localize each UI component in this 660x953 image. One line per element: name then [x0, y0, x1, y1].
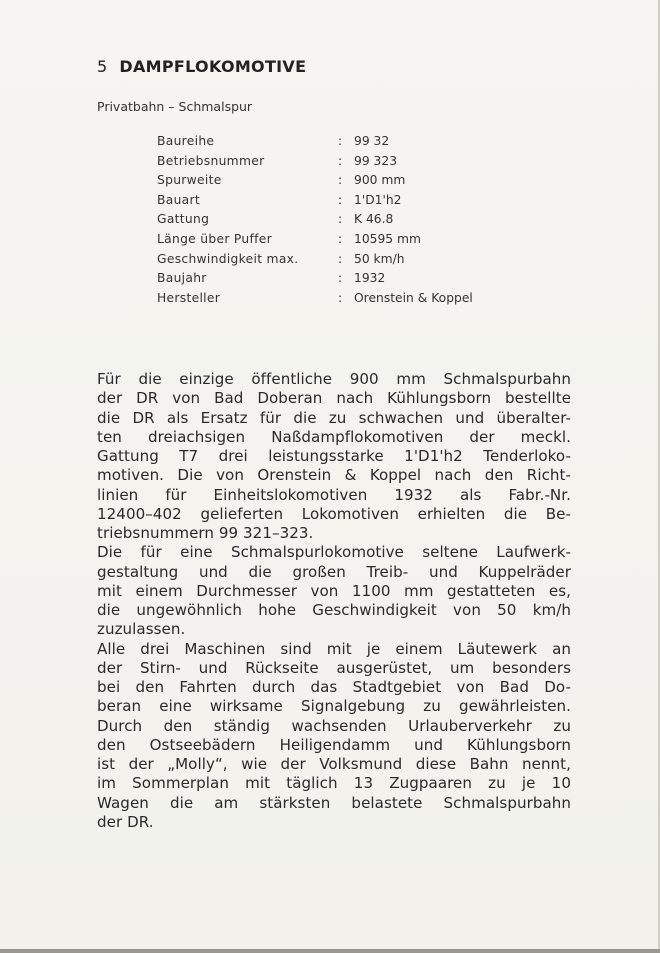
body-line: Alle drei Maschinen sind mit je einem Läutewerk an — [97, 639, 571, 658]
spec-colon: : — [338, 290, 343, 305]
body-line: die ungewöhnlich hohe Geschwindigkeit von 50 km/h — [97, 601, 571, 619]
heading-number: 5 — [97, 57, 108, 76]
spec-colon: : — [338, 251, 343, 266]
body-line: der Stirn- und Rückseite ausgerüstet, um besonders — [97, 658, 571, 677]
spec-colon: : — [338, 231, 343, 246]
body-line: ten dreiachsigen Naßdampflokomotiven der meckl. — [97, 427, 571, 446]
spec-colon: : — [338, 271, 343, 286]
page-edge-bottom — [0, 949, 660, 953]
body-line: der DR von Bad Doberan nach Kühlungsborn bestellte — [97, 389, 571, 408]
spec-colon: : — [338, 192, 343, 207]
spec-key: Baureihe — [157, 134, 215, 148]
body-line: gestaltung und die großen Treib- und Kuppelräder — [97, 562, 571, 581]
spec-value: 50 km/h — [354, 251, 405, 266]
body-line: Für die einzige öffentliche 900 mm Schmalspurbahn — [97, 370, 571, 388]
body-line: Durch den ständig wachsenden Urlauberverkehr zu — [97, 716, 571, 735]
spec-colon: : — [338, 173, 343, 188]
body-line: linien für Einheitslokomotiven 1932 als Fabr.-Nr. — [97, 485, 571, 504]
body-line: den Ostseebädern Heiligendamm und Kühlungsborn — [97, 735, 571, 754]
spec-colon: : — [338, 134, 343, 148]
spec-value: 99 32 — [354, 134, 390, 148]
body-line: zuzulassen. — [97, 620, 186, 639]
body-line: im Sommerplan mit täglich 13 Zugpaaren zu je 10 — [97, 774, 571, 793]
body-line: triebsnummern 99 321–323. — [97, 524, 314, 542]
spec-value: 99 323 — [354, 153, 398, 168]
spec-value: K 46.8 — [354, 212, 394, 227]
spec-value: Orenstein & Koppel — [354, 290, 473, 305]
body-line: die DR als Ersatz für die zu schwachen und überalter- — [97, 408, 571, 427]
spec-value: 1'D1'h2 — [354, 192, 402, 207]
subtitle: Privatbahn – Schmalspur — [97, 99, 253, 114]
body-line: Wagen die am stärksten belastete Schmalspurbahn — [97, 793, 571, 812]
body-line: Die für eine Schmalspurlokomotive seltene Laufwerk- — [97, 543, 571, 562]
heading-title: DAMPFLOKOMOTIVE — [119, 57, 307, 76]
spec-key: Baujahr — [157, 271, 207, 286]
body-line: motiven. Die von Orenstein & Koppel nach den Richt- — [97, 466, 571, 485]
spec-colon: : — [338, 212, 343, 227]
spec-value: 10595 mm — [354, 231, 421, 246]
body-line: 12400–402 gelieferten Lokomotiven erhielten die Be- — [97, 504, 571, 523]
spec-key: Betriebsnummer — [157, 153, 265, 168]
spec-key: Gattung — [157, 212, 210, 227]
body-line: mit einem Durchmesser von 1100 mm gestatteten es, — [97, 581, 571, 600]
spec-colon: : — [338, 153, 343, 168]
spec-key: Bauart — [157, 192, 200, 207]
body-line: Gattung T7 drei leistungsstarke 1'D1'h2 Tenderloko- — [97, 447, 571, 465]
spec-value: 1932 — [354, 271, 386, 286]
body-line: der DR. — [97, 812, 154, 831]
body-text — [97, 370, 571, 832]
body-line: bei den Fahrten durch das Stadtgebiet von Bad Do- — [97, 678, 571, 696]
spec-value: 900 mm — [354, 173, 406, 188]
spec-key: Geschwindigkeit max. — [157, 251, 299, 266]
body-line: beran eine wirksame Signalgebung zu gewährleisten. — [97, 697, 571, 716]
spec-key: Hersteller — [157, 290, 221, 305]
spec-key: Länge über Puffer — [157, 231, 272, 246]
body-line: ist der „Molly“, wie der Volksmund diese Bahn nennt, — [97, 755, 571, 773]
spec-key: Spurweite — [157, 173, 222, 188]
page-heading — [97, 57, 306, 76]
